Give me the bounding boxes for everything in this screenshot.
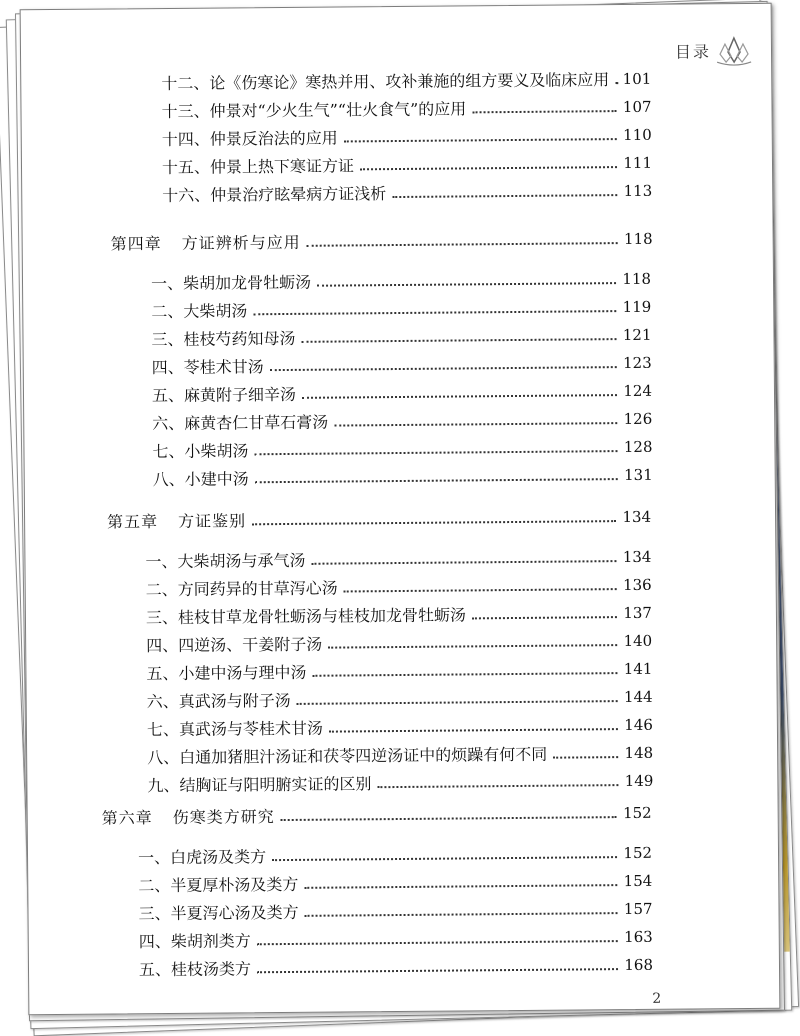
leader-dots xyxy=(312,672,617,677)
leader-dots xyxy=(317,282,616,287)
toc-entry xyxy=(145,545,651,572)
toc-entry-title: 七、小柴胡汤 xyxy=(152,441,249,462)
toc-entry-page-number: 119 xyxy=(622,297,652,316)
leader-dots xyxy=(328,644,617,649)
toc-entry-page-number: 144 xyxy=(623,687,653,706)
leader-dots xyxy=(360,166,617,170)
leader-dots xyxy=(334,422,617,426)
footer-page-number: 2 xyxy=(652,990,662,1007)
leader-dots xyxy=(305,912,618,917)
toc-entry xyxy=(151,323,651,350)
toc-entry-page-number: 131 xyxy=(623,465,653,484)
toc-entry-page-number: 107 xyxy=(622,97,652,116)
toc-entry xyxy=(161,67,651,94)
leader-dots xyxy=(329,728,618,733)
toc-entry-title: 一、大柴胡汤与承气汤 xyxy=(145,550,306,572)
chapter-number: 第五章 xyxy=(107,512,159,532)
chapter-page-number: 118 xyxy=(623,229,653,248)
toc-entry-page-number: 134 xyxy=(622,547,652,566)
toc-entry-title: 十四、仲景反治法的应用 xyxy=(161,128,338,150)
toc-entry-title: 五、小建中汤与理中汤 xyxy=(146,662,307,684)
leader-dots xyxy=(255,478,618,483)
chapter-heading xyxy=(102,801,652,829)
toc-entry-title: 三、桂枝甘草龙骨牡蛎汤与桂枝加龙骨牡蛎汤 xyxy=(145,605,467,628)
toc-entry-page-number: 124 xyxy=(623,381,653,400)
leader-dots xyxy=(472,110,617,113)
toc-entry xyxy=(147,685,653,712)
toc-entry-title: 八、白通加猪胆汁汤证和茯苓四逆汤证中的烦躁有何不同 xyxy=(147,744,548,768)
toc-entry-page-number: 111 xyxy=(623,153,653,172)
leader-dots xyxy=(272,856,617,861)
toc-entry xyxy=(153,463,653,490)
toc-entry-title: 九、结胸证与阳明腑实证的区别 xyxy=(147,774,372,796)
toc-entry xyxy=(151,267,651,294)
leader-dots xyxy=(257,968,618,973)
leader-dots xyxy=(553,756,618,759)
toc-entry-title: 四、柴胡剂类方 xyxy=(138,931,251,952)
toc-entry-page-number: 113 xyxy=(623,181,653,200)
toc-entry-title: 十五、仲景上热下寒证方证 xyxy=(161,156,355,178)
toc-entry-title: 三、半夏泻心汤及类方 xyxy=(138,902,299,924)
toc-entry xyxy=(146,573,652,600)
toc-entry-page-number: 123 xyxy=(623,353,652,372)
toc-entry-title: 二、大柴胡汤 xyxy=(151,301,248,322)
toc-entry xyxy=(161,95,651,122)
chapter-title: 伤寒类方研究 xyxy=(172,807,275,827)
toc-entry-title: 六、麻黄杏仁甘草石膏汤 xyxy=(152,412,329,434)
leader-dots xyxy=(281,816,617,821)
toc-entry-page-number: 149 xyxy=(624,771,654,790)
leader-dots xyxy=(344,588,617,592)
toc-entry xyxy=(162,151,652,178)
chapter-title: 方证鉴别 xyxy=(178,511,247,531)
leader-dots xyxy=(304,884,617,889)
toc-entry-page-number: 146 xyxy=(624,715,653,734)
toc-entry xyxy=(162,179,652,206)
toc-entry-title: 二、半夏厚朴汤及类方 xyxy=(138,874,299,896)
chapter-page-number: 152 xyxy=(622,803,652,822)
toc-entry xyxy=(162,123,652,150)
toc-entry-page-number: 128 xyxy=(623,437,653,456)
toc-entry-page-number: 121 xyxy=(622,325,652,344)
leader-dots xyxy=(392,194,617,198)
toc-entry-page-number: 110 xyxy=(623,125,652,144)
toc-entry-title: 三、桂枝芍药知母汤 xyxy=(151,328,296,350)
leader-dots xyxy=(615,82,616,84)
toc-entry-title: 四、苓桂术甘汤 xyxy=(151,357,264,378)
table-of-contents xyxy=(21,4,780,1015)
leader-dots xyxy=(344,138,617,142)
toc-entry-title: 八、小建中汤 xyxy=(152,469,249,490)
toc-entry xyxy=(139,953,653,980)
toc-entry-title: 四、四逆汤、干姜附子汤 xyxy=(146,634,323,656)
toc-entry-title: 六、真武汤与附子汤 xyxy=(146,690,291,712)
toc-entry xyxy=(151,295,651,322)
toc-entry xyxy=(139,925,653,952)
toc-entry-page-number: 118 xyxy=(622,269,652,288)
toc-entry-page-number: 163 xyxy=(624,927,653,946)
toc-entry xyxy=(138,841,652,868)
header-title: 目录 xyxy=(674,41,712,62)
toc-entry-page-number: 137 xyxy=(623,603,652,622)
toc-entry xyxy=(152,351,652,378)
toc-entry xyxy=(152,407,652,434)
toc-entry xyxy=(146,601,652,628)
toc-entry-page-number: 136 xyxy=(622,575,652,594)
toc-entry xyxy=(147,741,653,768)
toc-entry xyxy=(146,657,652,684)
toc-entry-title: 五、桂枝汤类方 xyxy=(138,959,252,980)
toc-page xyxy=(20,3,781,1016)
leader-dots xyxy=(377,784,618,788)
leader-dots xyxy=(252,520,616,525)
toc-entry-page-number: 168 xyxy=(624,955,654,974)
toc-entry xyxy=(152,379,652,406)
chapter-title: 方证辨析与应用 xyxy=(181,232,301,253)
toc-entry-page-number: 157 xyxy=(623,899,653,918)
chapter-number: 第六章 xyxy=(101,808,153,828)
leader-dots xyxy=(253,310,616,315)
toc-entry xyxy=(138,897,652,924)
toc-entry xyxy=(146,629,652,656)
toc-entry-title: 一、白虎汤及类方 xyxy=(137,847,267,868)
leader-dots xyxy=(302,394,617,399)
leader-dots xyxy=(255,450,618,455)
toc-entry xyxy=(138,869,652,896)
toc-entry-title: 七、真武汤与苓桂术甘汤 xyxy=(146,718,324,740)
toc-entry xyxy=(147,713,653,740)
leader-dots xyxy=(302,338,617,343)
leader-dots xyxy=(311,560,616,565)
toc-entry-title: 十六、仲景治疗眩晕病方证浅析 xyxy=(162,184,387,206)
chapter-heading xyxy=(111,227,653,255)
toc-entry-page-number: 101 xyxy=(622,69,652,88)
toc-entry-title: 二、方同药异的甘草泻心汤 xyxy=(145,578,338,600)
toc-entry-title: 五、麻黄附子细辛汤 xyxy=(151,384,297,406)
toc-entry xyxy=(147,769,653,796)
toc-entry-page-number: 154 xyxy=(623,871,653,890)
toc-entry-page-number: 141 xyxy=(623,659,653,678)
leader-dots xyxy=(270,366,617,371)
toc-entry-title: 十三、仲景对“少火生气”“壮火食气”的应用 xyxy=(161,99,467,122)
leader-dots xyxy=(307,242,618,247)
chapter-page-number: 134 xyxy=(622,507,652,526)
toc-entry-page-number: 126 xyxy=(623,409,653,428)
toc-entry-page-number: 140 xyxy=(623,631,653,650)
toc-entry-page-number: 152 xyxy=(623,843,653,862)
toc-entry-page-number: 148 xyxy=(624,743,654,762)
leader-dots xyxy=(257,940,618,945)
leader-dots xyxy=(297,700,618,705)
toc-entry-title: 一、柴胡加龙骨牡蛎汤 xyxy=(150,272,312,294)
chapter-heading xyxy=(107,505,651,533)
chapter-number: 第四章 xyxy=(110,234,162,254)
toc-entry-title: 十二、论《伤寒论》寒热并用、攻补兼施的组方要义及临床应用 xyxy=(161,70,610,94)
leader-dots xyxy=(472,616,617,619)
toc-entry xyxy=(152,435,652,462)
